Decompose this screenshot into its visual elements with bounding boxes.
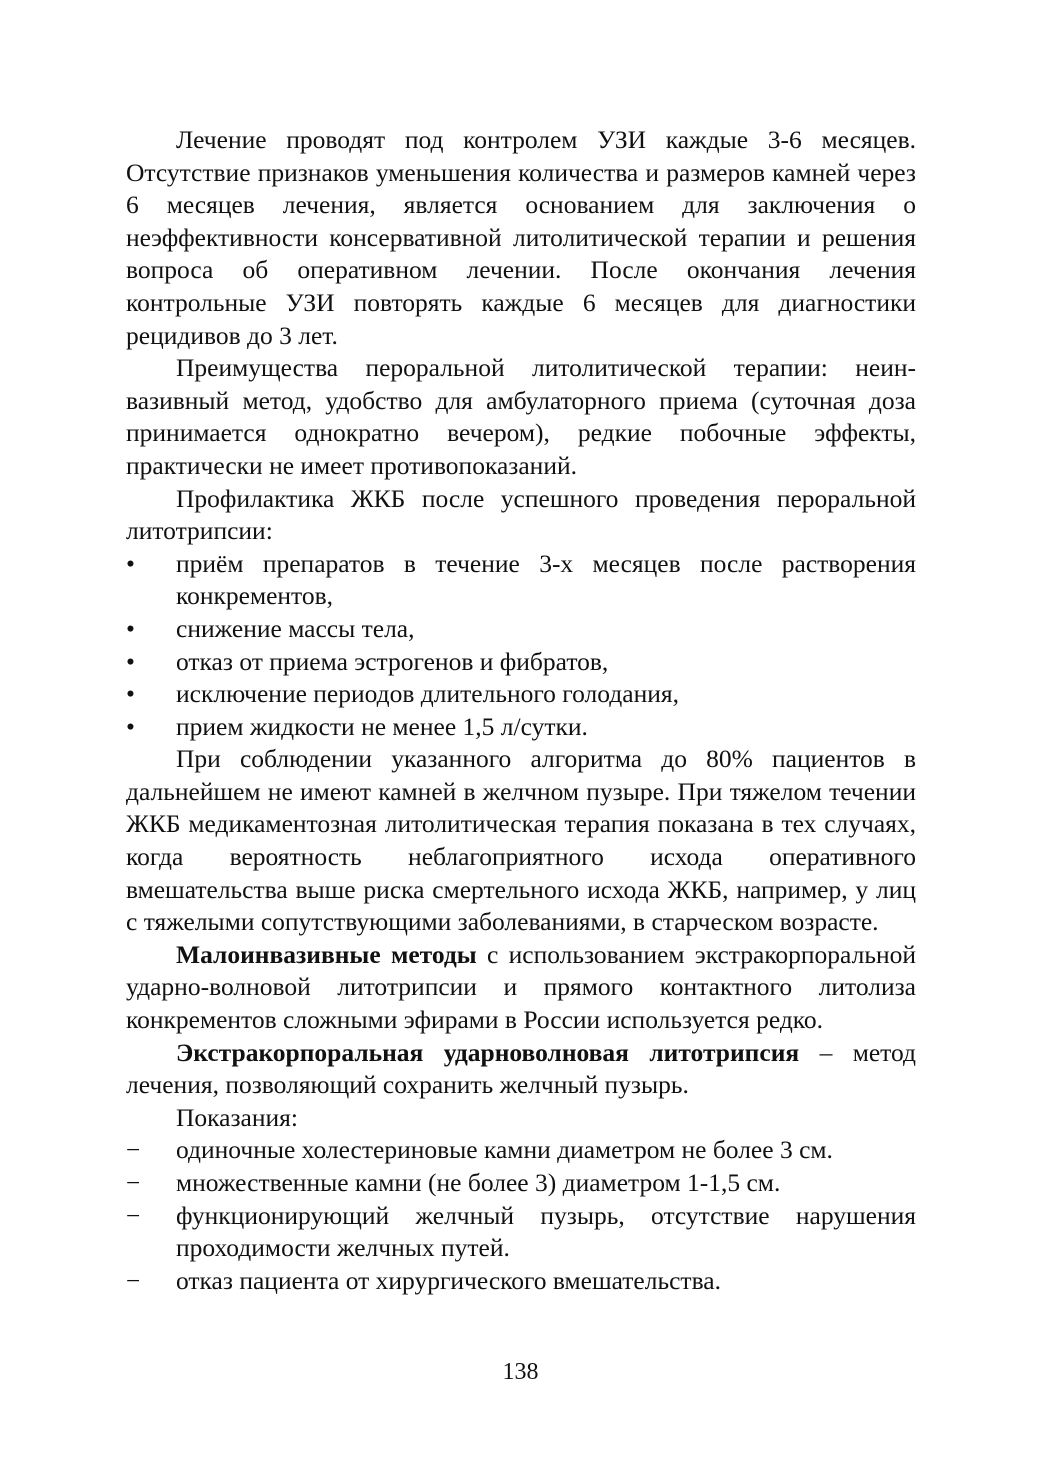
list-item-text: одиночные холестериновые камни диаметром не более 3 см. [176,1135,833,1165]
list-item-text: функционирующий желчный пузырь, отсутствие нарушения проходимости желчных путей. [176,1200,916,1263]
bullet-marker: • [126,646,135,676]
paragraph-algorithm-outcome: При соблюдении указанного алгоритма до 80% пациентов в дальнейшем не имеют камней в желчном пузыре. При тяжелом течении ЖКБ медикаментозная литолитическая терапия показана в тех случаях, когда вероятность неблагоприятного исхода оперативного вмешательства выше риска смертельного исхода ЖКБ, например, у лиц с тяжелыми сопутствующими заболеваниями, в старческом возрасте. [126,744,916,937]
dash-marker: − [126,1265,141,1295]
list-item [126,1134,916,1167]
list-item [126,678,916,711]
list-item-text: отказ от приема эстрогенов и фибратов, [176,646,609,676]
list-item-text: приём препаратов в течение 3-х месяцев после растворения конкрементов, [176,548,916,611]
paragraph-text: – метод лечения, позволяющий сохранить желчный пузырь. [126,1037,916,1100]
list-item [126,1167,916,1200]
bold-term-minimally-invasive: Малоинвазивные методы [176,939,477,969]
indications-list [126,1134,916,1297]
page-body [126,124,916,1297]
list-item [126,1265,916,1298]
list-item-text: отказ пациента от хирургического вмешательства. [176,1265,721,1295]
dash-marker: − [126,1135,141,1165]
dash-marker: − [126,1200,141,1230]
list-item-text: снижение массы тела, [176,613,415,643]
list-item-text: множественные камни (не более 3) диаметром 1-1,5 см. [176,1168,781,1197]
paragraph-prophylaxis-intro: Профилактика ЖКБ после успешного проведения пероральной литотрипсии: [126,483,916,546]
list-item [126,711,916,744]
list-item [126,548,916,613]
list-item [126,1200,916,1265]
paragraph-advantages: Преимущества пероральной литолитической терапии: неинвазивный метод, удобство для амбулаторного приема (суточная доза принимается однократно вечером), редкие побочные эффекты, практически не имеет противопоказаний. [126,353,916,480]
paragraph-minimally-invasive [126,939,916,1037]
paragraph-treatment-control: Лечение проводят под контролем УЗИ каждые 3-6 месяцев. Отсутствие признаков уменьшения количества и размеров камней через 6 месяцев лечения, является основанием для заключения о неэффективности консервативной литолитической терапии и решения вопроса об оперативном лечении. После окончания лечения контрольные УЗИ повторять каждые 6 месяцев для диагностики рецидивов до 3 лет. [126,125,916,350]
bold-term-eswl: Экстракорпоральная ударноволновая литотрипсия [176,1037,800,1067]
bullet-marker: • [126,711,135,741]
paragraph-text: с использованием экстракорпоральной ударно-волновой литотрипсии и прямого контактного литолиза конкрементов сложными эфирами в России используется редко. [126,939,916,1035]
list-item [126,646,916,679]
bullet-marker: • [126,613,135,643]
list-item [126,613,916,646]
paragraph-eswl [126,1037,916,1102]
dash-marker: − [126,1168,141,1197]
prophylaxis-list [126,548,916,744]
paragraph-indications-heading: Показания: [176,1102,298,1132]
bullet-marker: • [126,679,135,709]
bullet-marker: • [126,548,135,578]
list-item-text: исключение периодов длительного голодания, [176,679,679,709]
list-item-text: прием жидкости не менее 1,5 л/сутки. [176,711,588,741]
page-number: 138 [502,1359,539,1385]
